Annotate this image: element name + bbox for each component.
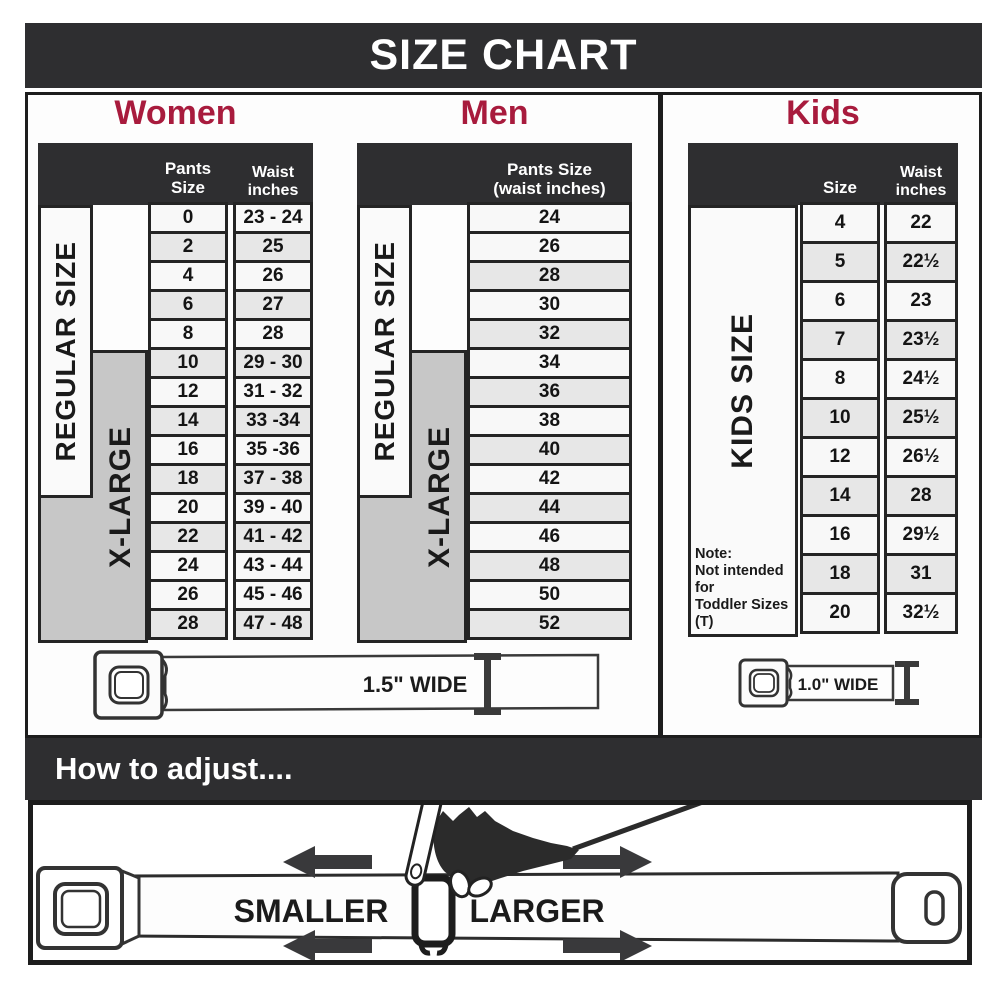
pants-size-cell: 18: [148, 463, 228, 495]
kids-table-row: [800, 202, 958, 244]
waist-inches-cell: 28: [884, 475, 958, 517]
kids-table-row: [800, 553, 958, 595]
women-table-row: [148, 289, 313, 321]
men-size-table: [467, 205, 632, 640]
waist-inches-cell: 33 -34: [233, 405, 313, 437]
men-col-pants-size: Pants Size (waist inches): [493, 160, 606, 198]
waist-inches-cell: 26½: [884, 436, 958, 478]
men-heading: Men: [460, 93, 529, 132]
pants-size-cell: 36: [467, 376, 632, 408]
size-cell: 4: [800, 202, 880, 244]
kids-size-label: KIDS SIZE: [726, 313, 759, 469]
larger-label: LARGER: [469, 893, 605, 929]
waist-inches-cell: 31: [884, 553, 958, 595]
kids-col-size: Size: [822, 178, 858, 197]
pants-size-cell: 6: [148, 289, 228, 321]
pants-size-cell: 16: [148, 434, 228, 466]
size-cell: 14: [800, 475, 880, 517]
men-table-row: [467, 260, 632, 292]
waist-inches-cell: 31 - 32: [233, 376, 313, 408]
size-cell: 5: [800, 241, 880, 283]
men-table-row: [467, 289, 632, 321]
size-cell: 6: [800, 280, 880, 322]
women-table-row: [148, 376, 313, 408]
waist-inches-cell: 25: [233, 231, 313, 263]
pants-size-cell: 10: [148, 347, 228, 379]
kids-table-row: [800, 397, 958, 439]
waist-inches-cell: 41 - 42: [233, 521, 313, 553]
pants-size-cell: 34: [467, 347, 632, 379]
waist-inches-cell: 29½: [884, 514, 958, 556]
size-cell: 8: [800, 358, 880, 400]
adult-belt-width-label: 1.5" WIDE: [362, 672, 468, 697]
women-table-row: [148, 550, 313, 582]
men-table-header: [357, 143, 632, 205]
men-table-row: [467, 608, 632, 640]
kids-table-row: [800, 592, 958, 634]
waist-inches-cell: 37 - 38: [233, 463, 313, 495]
kids-belt-illustration: [688, 648, 968, 718]
waist-inches-cell: 25½: [884, 397, 958, 439]
pants-size-cell: 24: [467, 202, 632, 234]
pants-size-cell: 28: [467, 260, 632, 292]
pants-size-cell: 24: [148, 550, 228, 582]
kids-col-waist: Waist inches: [895, 164, 947, 199]
i-beam-width-marker: [895, 661, 919, 705]
pants-size-cell: 42: [467, 463, 632, 495]
panel-divider: [658, 92, 663, 738]
women-regular-size-label: REGULAR SIZE: [49, 241, 81, 462]
women-xlarge-labelholder: [93, 350, 148, 643]
waist-inches-cell: 43 - 44: [233, 550, 313, 582]
pants-size-cell: 20: [148, 492, 228, 524]
pull-strap-line: [573, 805, 711, 849]
waist-inches-cell: 28: [233, 318, 313, 350]
men-table-row: [467, 347, 632, 379]
women-heading: Women: [114, 93, 237, 132]
women-table-row: [148, 608, 313, 640]
men-table-row: [467, 434, 632, 466]
kids-note: Note: Not intended for Toddler Sizes (T): [695, 546, 789, 630]
pants-size-cell: 46: [467, 521, 632, 553]
kids-table-row: [800, 436, 958, 478]
waist-inches-cell: 22: [884, 202, 958, 244]
waist-inches-cell: 26: [233, 260, 313, 292]
waist-inches-cell: 39 - 40: [233, 492, 313, 524]
how-to-adjust-heading: How to adjust....: [25, 738, 982, 800]
pants-size-cell: 32: [467, 318, 632, 350]
seatbelt-buckle-icon: [38, 868, 139, 948]
women-regular-size-box: [38, 205, 93, 498]
men-table-row: [467, 202, 632, 234]
adult-belt-illustration: [38, 645, 638, 735]
kids-belt-width-label: 1.0" WIDE: [797, 675, 879, 694]
men-table-row: [467, 231, 632, 263]
men-xlarge-label: X-LARGE: [422, 425, 456, 568]
pants-size-cell: 0: [148, 202, 228, 234]
kids-table-row: [800, 475, 958, 517]
women-table-row: [148, 260, 313, 292]
women-table-row: [148, 231, 313, 263]
size-cell: 16: [800, 514, 880, 556]
waist-inches-cell: 27: [233, 289, 313, 321]
kids-size-table: [800, 205, 958, 634]
waist-inches-cell: 47 - 48: [233, 608, 313, 640]
men-table-row: [467, 405, 632, 437]
pants-size-cell: 22: [148, 521, 228, 553]
kids-table-row: [800, 319, 958, 361]
kids-size-box: [688, 205, 798, 637]
pants-size-cell: 30: [467, 289, 632, 321]
women-table-row: [148, 318, 313, 350]
size-cell: 20: [800, 592, 880, 634]
pants-size-cell: 26: [467, 231, 632, 263]
size-cell: 12: [800, 436, 880, 478]
women-table-row: [148, 202, 313, 234]
women-table-row: [148, 492, 313, 524]
men-table-row: [467, 318, 632, 350]
pants-size-cell: 38: [467, 405, 632, 437]
kids-table-row: [800, 358, 958, 400]
women-table-row: [148, 405, 313, 437]
waist-inches-cell: 23: [884, 280, 958, 322]
women-table-row: [148, 579, 313, 611]
women-col-pants-size: Pants Size: [164, 159, 212, 197]
women-table-row: [148, 521, 313, 553]
size-cell: 10: [800, 397, 880, 439]
kids-table-header: [688, 143, 958, 205]
waist-inches-cell: 23½: [884, 319, 958, 361]
pants-size-cell: 8: [148, 318, 228, 350]
pants-size-cell: 40: [467, 434, 632, 466]
waist-inches-cell: 24½: [884, 358, 958, 400]
men-table-row: [467, 492, 632, 524]
men-table-row: [467, 463, 632, 495]
women-table-row: [148, 463, 313, 495]
pants-size-cell: 26: [148, 579, 228, 611]
pants-size-cell: 2: [148, 231, 228, 263]
waist-inches-cell: 35 -36: [233, 434, 313, 466]
smaller-label: SMALLER: [233, 893, 389, 929]
pants-size-cell: 28: [148, 608, 228, 640]
waist-inches-cell: 32½: [884, 592, 958, 634]
women-table-row: [148, 434, 313, 466]
pants-size-cell: 12: [148, 376, 228, 408]
pants-size-cell: 44: [467, 492, 632, 524]
men-table-row: [467, 521, 632, 553]
women-size-table: [148, 205, 313, 640]
men-table-row: [467, 550, 632, 582]
women-table-header: [38, 143, 313, 205]
pants-size-cell: 52: [467, 608, 632, 640]
women-table-row: [148, 347, 313, 379]
arrow-left-icon: [283, 846, 372, 878]
pants-size-cell: 14: [148, 405, 228, 437]
women-col-waist: Waist inches: [247, 164, 299, 199]
women-xlarge-label: X-LARGE: [103, 425, 137, 568]
size-cell: 7: [800, 319, 880, 361]
adjust-illustration-box: [28, 800, 972, 965]
kids-table-row: [800, 514, 958, 556]
page-title: SIZE CHART: [25, 23, 982, 88]
waist-inches-cell: 29 - 30: [233, 347, 313, 379]
waist-inches-cell: 45 - 46: [233, 579, 313, 611]
pants-size-cell: 4: [148, 260, 228, 292]
kids-heading: Kids: [786, 93, 860, 132]
size-cell: 18: [800, 553, 880, 595]
men-xlarge-labelholder: [412, 350, 467, 643]
men-regular-size-box: [357, 205, 412, 498]
belt-tip-icon: [893, 874, 960, 942]
adjust-illustration: [33, 805, 967, 960]
pants-size-cell: 48: [467, 550, 632, 582]
kids-table-row: [800, 280, 958, 322]
pants-size-cell: 50: [467, 579, 632, 611]
belt-adjuster: [415, 878, 452, 944]
waist-inches-cell: 23 - 24: [233, 202, 313, 234]
men-regular-size-label: REGULAR SIZE: [368, 241, 400, 462]
kids-table-row: [800, 241, 958, 283]
men-table-row: [467, 579, 632, 611]
men-table-row: [467, 376, 632, 408]
waist-inches-cell: 22½: [884, 241, 958, 283]
